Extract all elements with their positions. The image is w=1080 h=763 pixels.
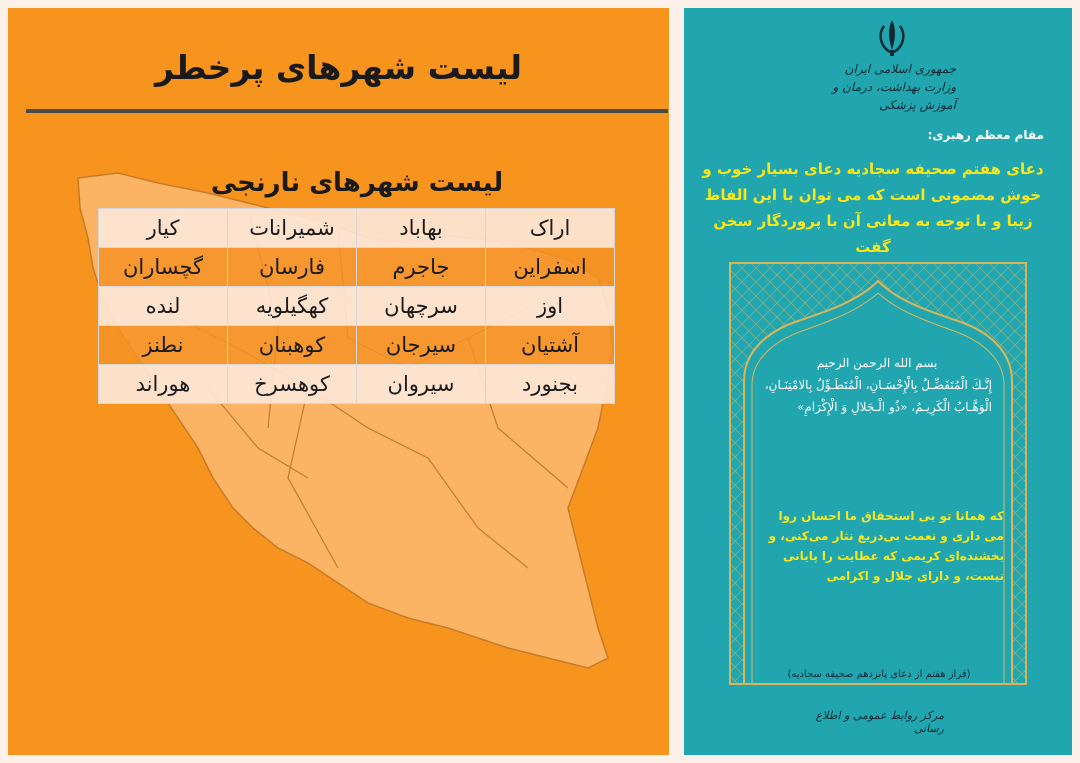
high-risk-cities-panel [8,8,669,755]
basmala: بسم الله الرحمن الرحیم [816,356,938,370]
city-cell: کوهبنان [228,326,357,365]
table-row [99,248,615,287]
city-cell: اوز [486,287,615,326]
city-cell: لنده [99,287,228,326]
table-row [99,365,615,404]
title-divider [26,109,668,113]
city-cell: کهگیلویه [228,287,357,326]
city-cell: فارسان [228,248,357,287]
persian-translation: که همانا تو بی استحقاق ما احسان روا می داری و نعمت بی‌دریغ نثار می‌کنی، و بخشنده‌ای کریمی که عطایت را پایانی نیست، و دارای جلال و اکرامی [768,509,1004,583]
prayer-panel [684,8,1072,755]
city-cell: اراک [486,209,615,248]
city-cell: بجنورد [486,365,615,404]
city-cell: اسفراین [486,248,615,287]
ministry-header [804,60,956,114]
gov-line-1: جمهوری اسلامی ایران [844,62,956,76]
ornamental-arch-frame [728,261,1028,686]
city-cell: آشتیان [486,326,615,365]
page-title: لیست شهرهای پرخطر [154,48,522,87]
gov-line-2: وزارت بهداشت، درمان و آموزش پزشکی [832,80,956,112]
quote-heading: مقام معظم رهبری: [927,128,1044,142]
quote-text: دعای هفتم صحیفه سجادیه دعای بسیار خوب و خوش مضمونی است که می توان با این الفاظ زیبا و با توجه به معانی آن با پروردگار سخن گفت [702,160,1044,256]
arabic-verse: إِنَّـكَ الْمُتَفَضِّـلُ بِالْإِحْسَـانِ، الْمُتَطَـوِّلُ بِالامْتِنَـانِ، الْوَهَّـابُ الْكَرِيـمُ، «ذُو الْـجَلالِ وَ الْإِكْرَامِ» [764,378,992,414]
orange-cities-table [98,208,615,404]
city-cell: گچساران [99,248,228,287]
iran-emblem-icon [874,16,910,58]
city-cell: هوراند [99,365,228,404]
table-row [99,287,615,326]
city-cell: بهاباد [357,209,486,248]
source-citation: (فراز هفتم از دعای پانزدهم صحیفه سجادیه) [787,669,971,680]
table-row [99,209,615,248]
city-cell: کوهسرخ [228,365,357,404]
city-cell: سرچهان [357,287,486,326]
table-title: لیست شهرهای نارنجی [210,168,504,198]
city-cell: جاجرم [357,248,486,287]
arabic-prayer [762,352,992,418]
footer-signature: مرکز روابط عمومی و اطلاع رسانی [815,709,944,735]
table-row [99,326,615,365]
city-cell: سیرجان [357,326,486,365]
city-cell: نطنز [99,326,228,365]
city-cell: شمیرانات [228,209,357,248]
city-cell: سیروان [357,365,486,404]
city-cell: کیار [99,209,228,248]
